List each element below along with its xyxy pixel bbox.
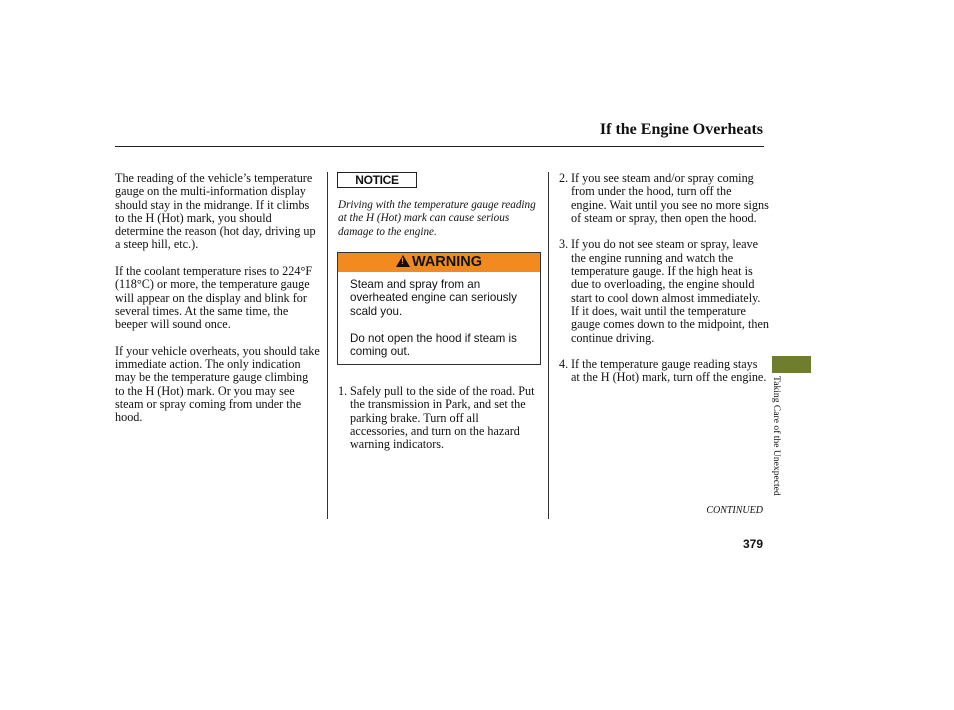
step-number: 3. xyxy=(559,237,569,252)
notice-text: Driving with the temperature gauge reading at the H (Hot) mark can cause serious damage to the engine. xyxy=(338,199,536,238)
header-rule xyxy=(115,146,764,147)
step-number: 4. xyxy=(559,357,569,372)
step-4 xyxy=(559,358,769,385)
right-column xyxy=(559,172,769,385)
left-column xyxy=(115,172,320,438)
section-tab xyxy=(772,356,811,373)
step-text: If the temperature gauge reading stays at the H (Hot) mark, turn off the engine. xyxy=(571,357,767,385)
step-text: If you do not see steam or spray, leave the engine running and watch the temperature gauge. If the high heat is due to overloading, the engine should start to cool down almost immediately. If it does, wait until the temperature gauge comes down to the midpoint, then continue driving. xyxy=(571,237,770,345)
step-number: 2. xyxy=(559,171,569,185)
column-divider xyxy=(548,172,549,519)
section-label: Taking Care of the Unexpected xyxy=(771,376,782,496)
continued-label: CONTINUED xyxy=(706,505,763,516)
warning-label: WARNING xyxy=(411,254,483,270)
step-2 xyxy=(559,172,769,225)
paragraph: The reading of the vehicle’s temperature gauge on the multi-information display should stay in the midrange. If it climbs to the H (Hot) mark, you should determine the reason (hot day, driving up a steep hill, etc.). xyxy=(115,171,316,252)
paragraph: If the coolant temperature rises to 224°F (118°C) or more, the temperature gauge will appear on the display and blink for several times. At the same time, the beeper will sound once. xyxy=(115,264,313,332)
paragraph: If your vehicle overheats, you should take immediate action. The only indication may be the temperature gauge climbing to the H (Hot) mark. Or you may see steam or spray coming from under the hood. xyxy=(115,343,320,425)
page-number: 379 xyxy=(742,537,763,551)
warning-text xyxy=(350,278,535,372)
step-1 xyxy=(338,385,538,451)
warning-triangle-icon xyxy=(396,255,410,267)
notice-label: NOTICE xyxy=(337,172,417,188)
column-divider xyxy=(327,172,328,519)
page-title: If the Engine Overheats xyxy=(599,121,763,138)
step-3 xyxy=(559,238,769,344)
step-number: 1. xyxy=(338,384,348,398)
warning-paragraph: Steam and spray from an overheated engine can seriously scald you. xyxy=(350,278,517,318)
step-text: Safely pull to the side of the road. Put the transmission in Park, and set the parking brake. Turn off all accessories, and turn on the hazard warning indicators. xyxy=(350,384,535,452)
warning-header xyxy=(338,253,540,272)
warning-paragraph: Do not open the hood if steam is coming out. xyxy=(350,331,517,359)
step-text: If you see steam and/or spray coming from under the hood, turn off the engine. Wait until you see no more signs of steam or spray, then open the hood. xyxy=(571,171,769,225)
